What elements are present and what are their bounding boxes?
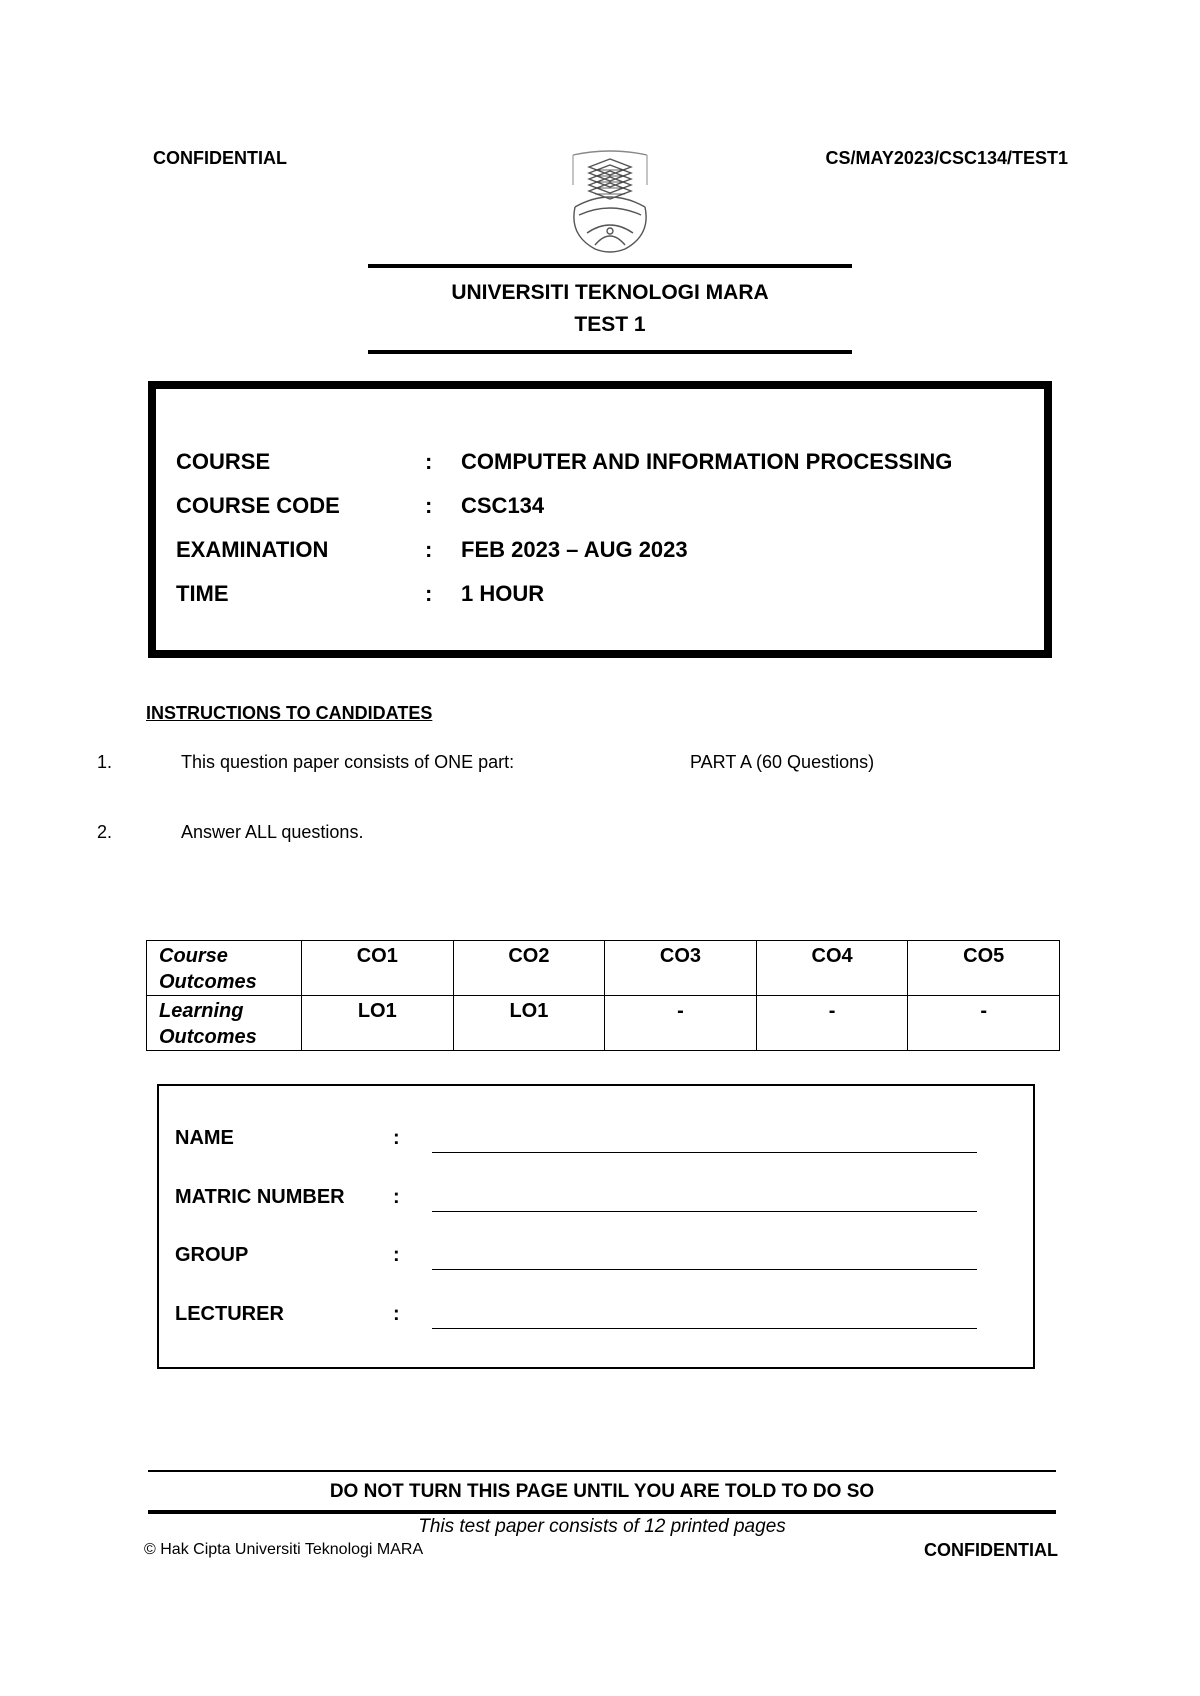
time-label: TIME xyxy=(176,581,229,606)
group-input-line[interactable] xyxy=(432,1269,977,1270)
course-colon: : xyxy=(425,449,433,474)
name-input-line[interactable] xyxy=(432,1152,977,1153)
instructions-heading: INSTRUCTIONS TO CANDIDATES xyxy=(146,703,433,723)
name-field-row xyxy=(159,1127,1033,1157)
matric-number-input-line[interactable] xyxy=(432,1211,977,1212)
lecturer-field-row xyxy=(159,1303,1033,1333)
header-confidential: CONFIDENTIAL xyxy=(153,148,287,168)
matric-number-label: MATRIC NUMBER xyxy=(175,1186,345,1208)
outcome-cell: CO2 xyxy=(453,941,605,996)
footer-bottom-rule xyxy=(148,1510,1056,1514)
course-code-value: CSC134 xyxy=(461,493,545,518)
time-value: 1 HOUR xyxy=(461,581,545,606)
outcome-cell: LO1 xyxy=(302,996,454,1051)
instruction-1-number: 1. xyxy=(97,752,113,772)
header-paper-code: CS/MAY2023/CSC134/TEST1 xyxy=(825,148,1068,168)
printed-pages-note: This test paper consists of 12 printed pages xyxy=(418,1516,786,1537)
outcomes-table xyxy=(146,940,1060,1051)
examination-value: FEB 2023 – AUG 2023 xyxy=(461,537,688,562)
uitm-logo-icon xyxy=(565,145,655,255)
footer-top-rule xyxy=(148,1470,1056,1472)
course-code-label: COURSE CODE xyxy=(176,493,340,518)
matric-number-colon: : xyxy=(393,1186,400,1208)
learning-outcomes-row xyxy=(147,996,1060,1051)
group-colon: : xyxy=(393,1244,400,1266)
candidate-details-box xyxy=(157,1084,1035,1369)
title-top-rule xyxy=(368,264,852,268)
course-outcomes-row xyxy=(147,941,1060,996)
course-code-colon: : xyxy=(425,493,433,518)
outcome-cell: - xyxy=(605,996,757,1051)
examination-label: EXAMINATION xyxy=(176,537,329,562)
outcome-cell: LO1 xyxy=(453,996,605,1051)
university-name: UNIVERSITI TEKNOLOGI MARA xyxy=(451,281,769,304)
outcome-cell: CO4 xyxy=(756,941,908,996)
lecturer-label: LECTURER xyxy=(175,1303,284,1325)
outcome-cell: CO1 xyxy=(302,941,454,996)
instruction-2-text: Answer ALL questions. xyxy=(181,822,364,842)
course-label: COURSE xyxy=(176,449,271,474)
copyright-notice: © Hak Cipta Universiti Teknologi MARA xyxy=(144,1541,424,1558)
time-colon: : xyxy=(425,581,433,606)
outcome-cell: - xyxy=(756,996,908,1051)
outcome-cell: CO5 xyxy=(908,941,1060,996)
name-colon: : xyxy=(393,1127,400,1149)
group-label: GROUP xyxy=(175,1244,249,1266)
instruction-2-number: 2. xyxy=(97,822,113,842)
course-info-box xyxy=(148,381,1052,658)
course-value: COMPUTER AND INFORMATION PROCESSING xyxy=(461,449,953,474)
test-title: TEST 1 xyxy=(574,313,646,336)
matric-number-field-row xyxy=(159,1186,1033,1216)
name-label: NAME xyxy=(175,1127,234,1149)
examination-colon: : xyxy=(425,537,433,562)
instruction-1-part: PART A (60 Questions) xyxy=(690,752,875,772)
lecturer-colon: : xyxy=(393,1303,400,1325)
learning-outcomes-label: Learning Outcomes xyxy=(147,996,302,1051)
footer-confidential: CONFIDENTIAL xyxy=(924,1540,1058,1560)
outcome-cell: CO3 xyxy=(605,941,757,996)
lecturer-input-line[interactable] xyxy=(432,1328,977,1329)
instruction-1-text: This question paper consists of ONE part: xyxy=(181,752,515,772)
title-bottom-rule xyxy=(368,350,852,354)
course-outcomes-label: Course Outcomes xyxy=(147,941,302,996)
outcome-cell: - xyxy=(908,996,1060,1051)
group-field-row xyxy=(159,1244,1033,1274)
do-not-turn-warning: DO NOT TURN THIS PAGE UNTIL YOU ARE TOLD TO DO SO xyxy=(329,1481,875,1502)
